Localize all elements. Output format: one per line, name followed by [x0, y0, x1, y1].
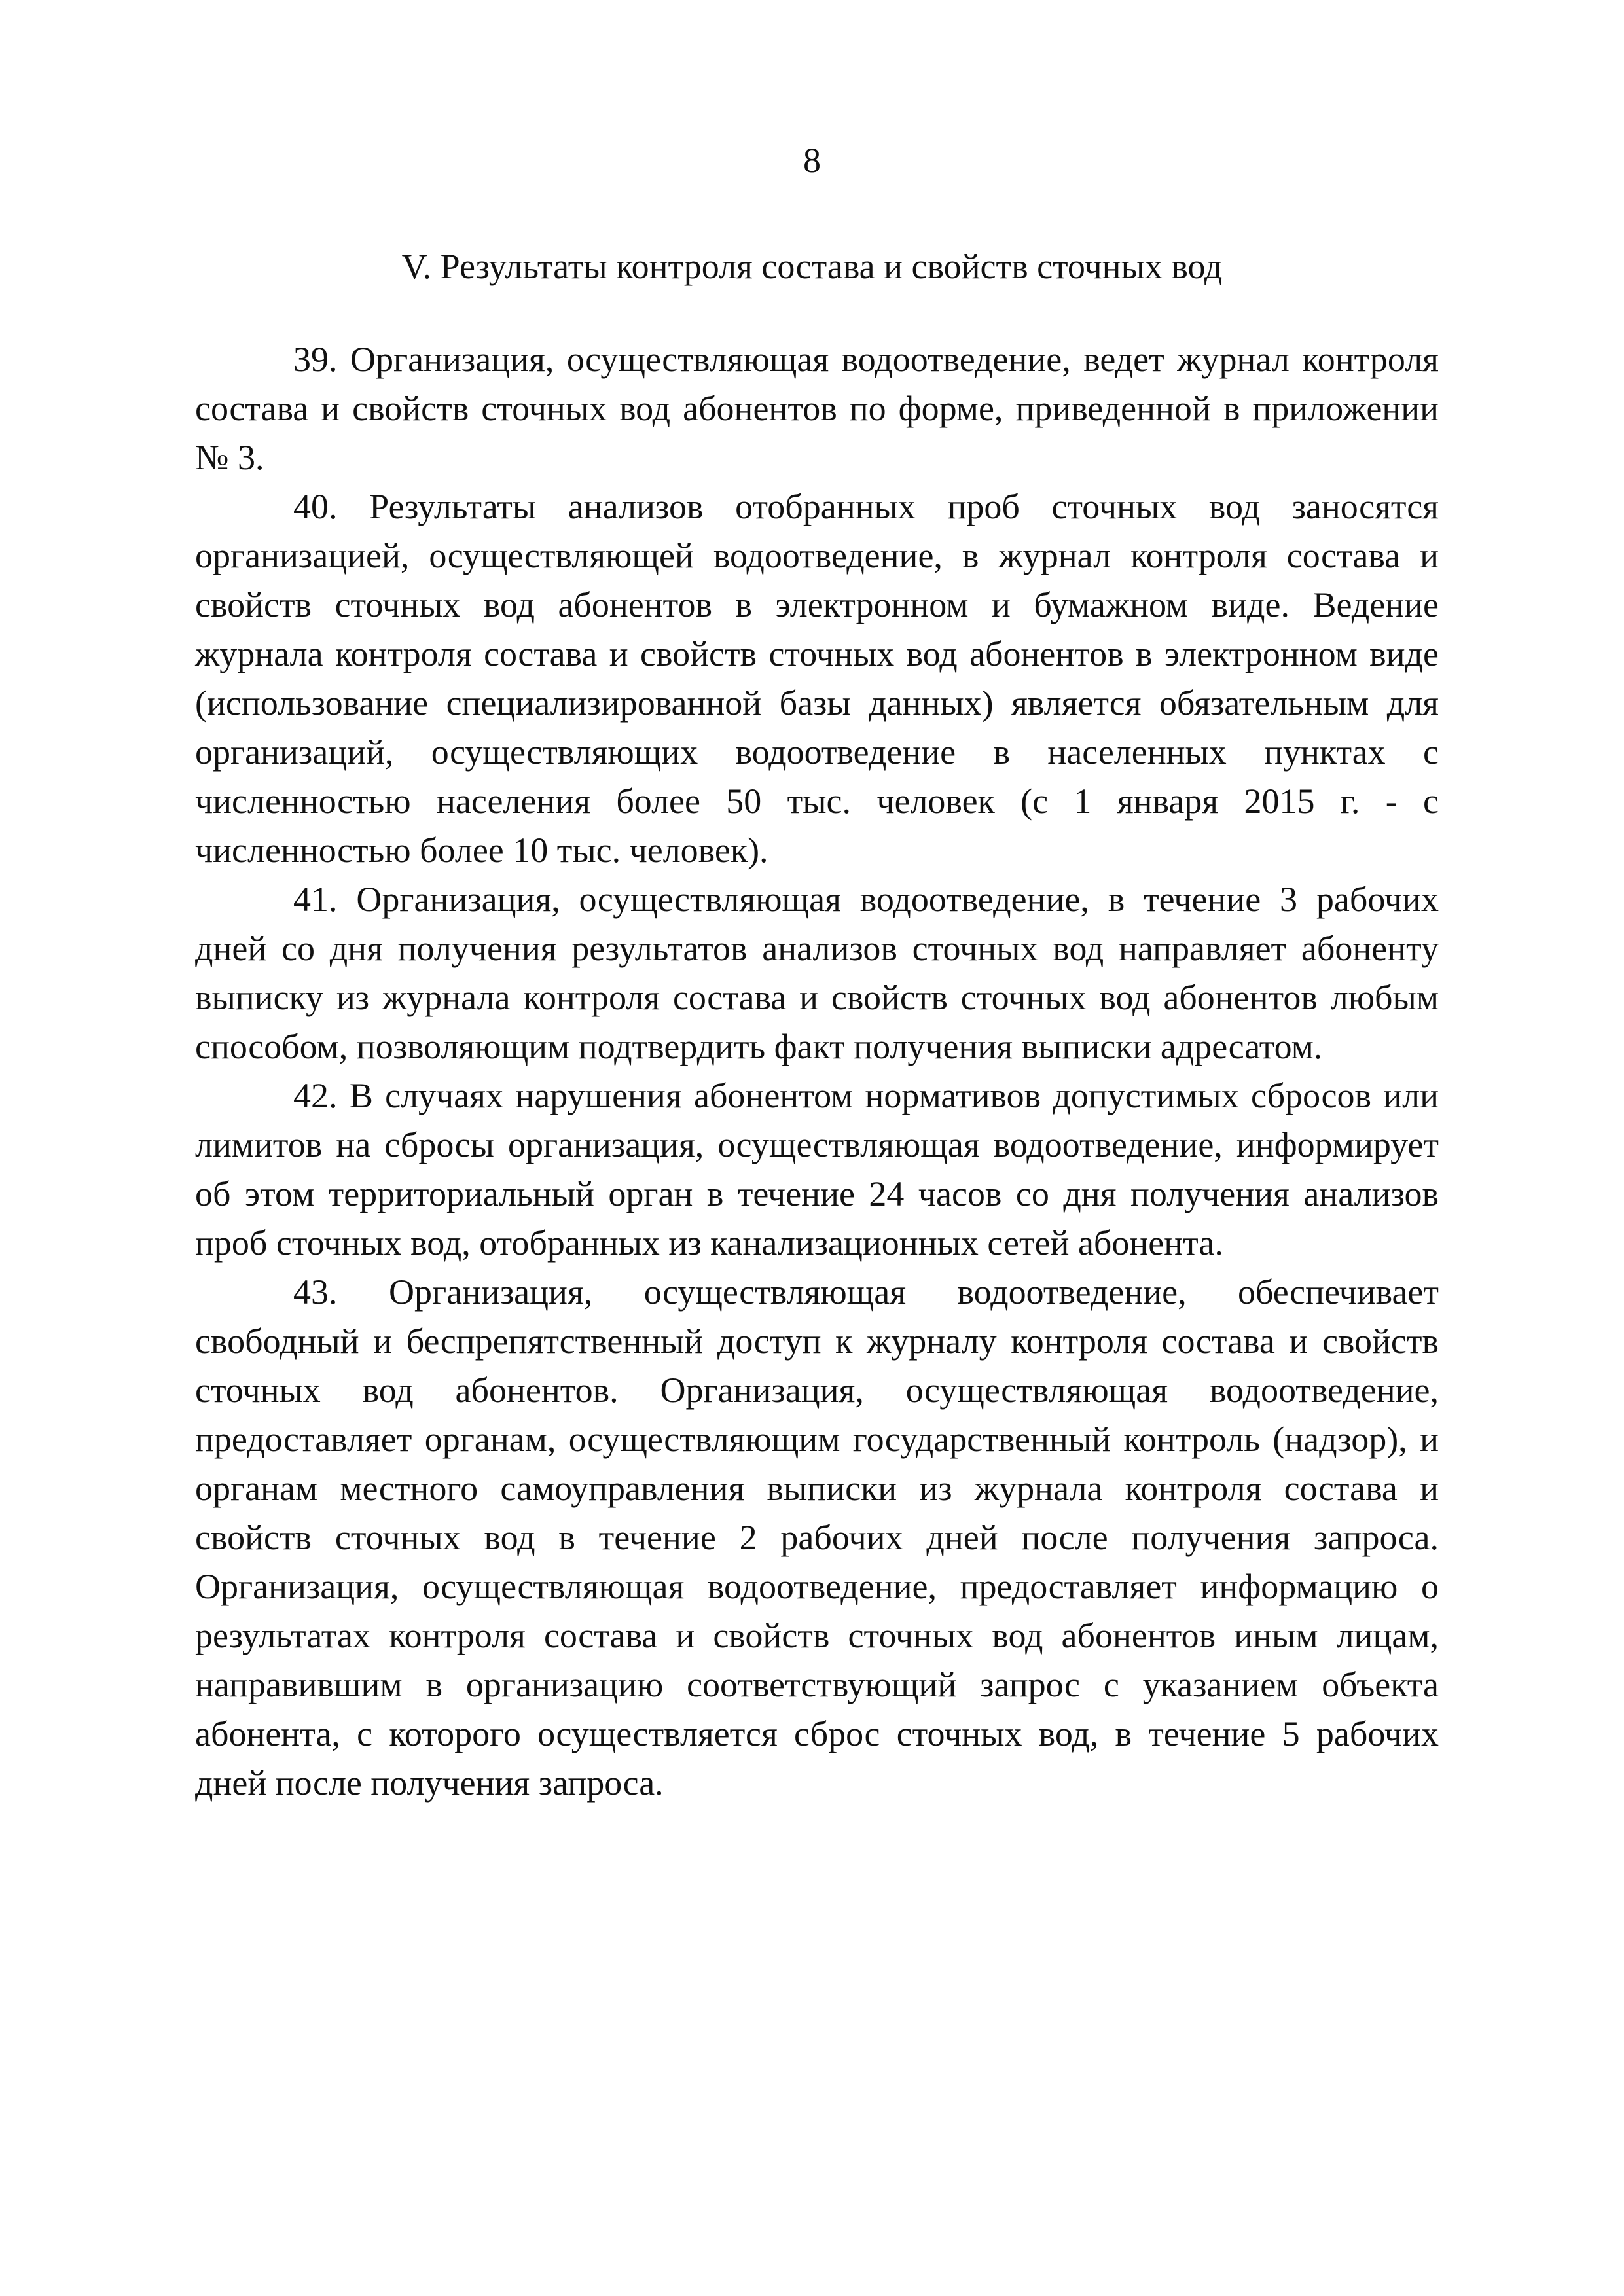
paragraph-42: 42. В случаях нарушения абонентом нормативов допустимых сбросов или лимитов на сбросы организация, осуществляющая водоотведение, информирует об этом территориальный орган в течение 24 часов со дня получения анализов проб сточных вод, отобранных из канализационных сетей абонента. [195, 1076, 1439, 1263]
document-body [195, 335, 1439, 1808]
paragraph-40: 40. Результаты анализов отобранных проб сточных вод заносятся организацией, осуществляющей водоотведение, в журнал контроля состава и свойств сточных вод абонентов в электронном и бумажном виде. Ведение журнала контроля состава и свойств сточных вод абонентов в электронном виде (использование специализированной базы данных) является обязательным для организаций, осуществляющих водоотведение в населенных пунктах с численностью населения более 50 тыс. человек (с 1 января 2015 г. - с численностью более 10 тыс. человек). [195, 487, 1439, 870]
paragraph-43: 43. Организация, осуществляющая водоотведение, обеспечивает свободный и беспрепятственный доступ к журналу контроля состава и свойств сточных вод абонентов. Организация, осуществляющая водоотведение, предоставляет органам, осуществляющим государственный контроль (надзор), и органам местного самоуправления выписки из журнала контроля состава и свойств сточных вод в течение 2 рабочих дней после получения запроса. Организация, осуществляющая водоотведение, предоставляет информацию о результатах контроля состава и свойств сточных вод абонентов иным лицам, направившим в организацию соответствующий запрос с указанием объекта абонента, с которого осуществляется сброс сточных вод, в течение 5 рабочих дней после получения запроса. [195, 1272, 1439, 1803]
paragraph-41: 41. Организация, осуществляющая водоотведение, в течение 3 рабочих дней со дня получения результатов анализов сточных вод направляет абоненту выписку из журнала контроля состава и свойств сточных вод абонентов любым способом, позволяющим подтвердить факт получения выписки адресатом. [195, 880, 1439, 1066]
page-number: 8 [803, 141, 821, 180]
paragraph-39: 39. Организация, осуществляющая водоотведение, ведет журнал контроля состава и свойств сточных вод абонентов по форме, приведенной в приложении № 3. [195, 340, 1439, 477]
section-title: V. Результаты контроля состава и свойств сточных вод [401, 247, 1223, 286]
